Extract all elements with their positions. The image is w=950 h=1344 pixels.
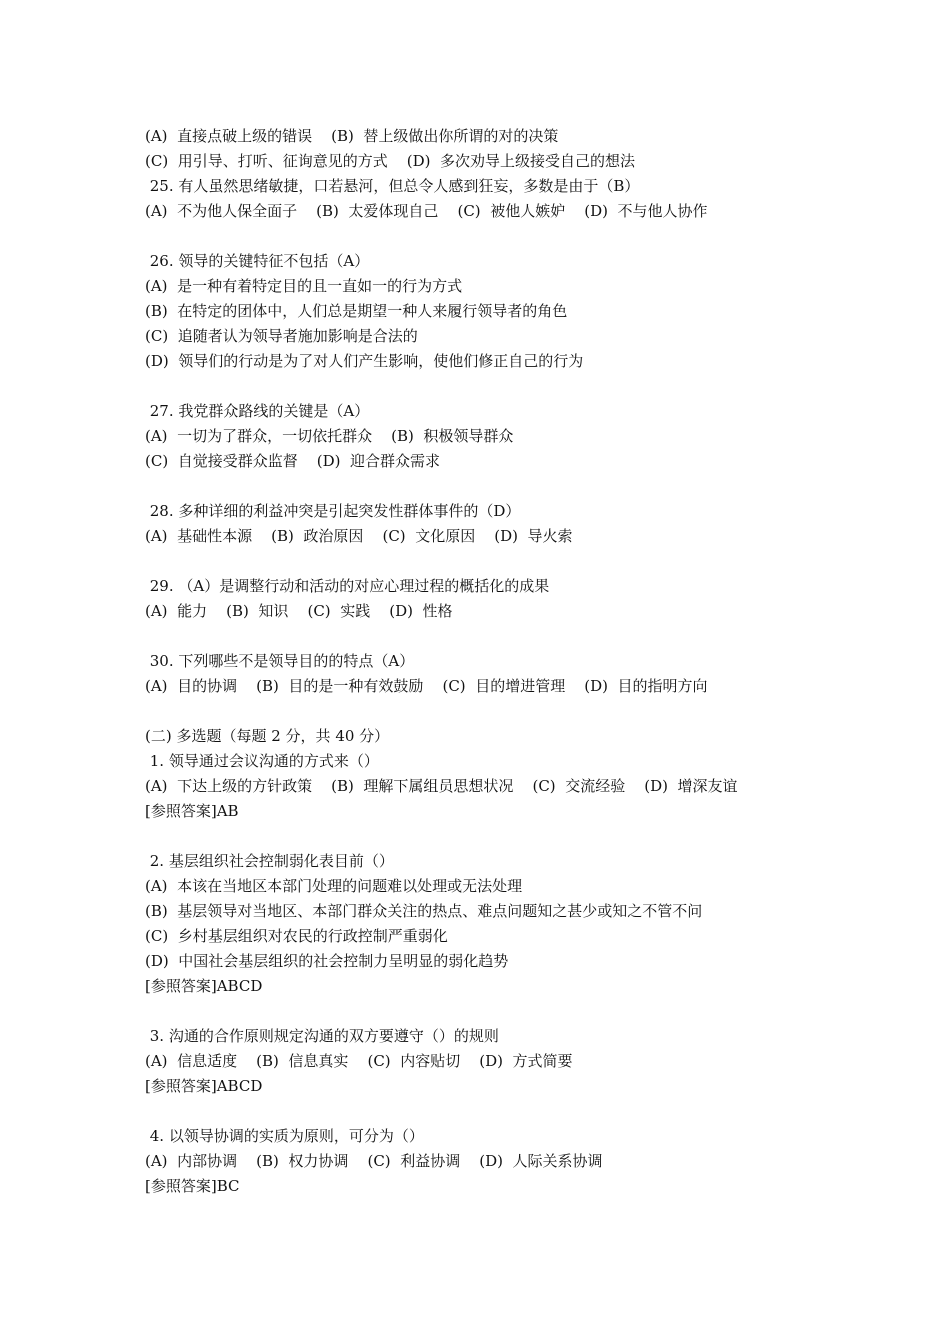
text-line: (C) 自觉接受群众监督 (D) 迎合群众需求	[145, 452, 441, 470]
text-line: (A) 下达上级的方针政策 (B) 理解下属组员思想状况 (C) 交流经验 (D) 增深友谊	[145, 777, 738, 795]
blank-line	[145, 1099, 865, 1124]
answer-line: [参照答案]BC	[145, 1177, 240, 1195]
text-line: (C) 乡村基层组织对农民的行政控制严重弱化	[145, 927, 448, 945]
blank-line	[145, 824, 865, 849]
blank-line	[145, 699, 865, 724]
blank-line	[145, 999, 865, 1024]
blank-line	[145, 224, 865, 249]
question-line: 3. 沟通的合作原则规定沟通的双方要遵守（）的规则	[145, 1027, 499, 1045]
section-heading: (二) 多选题（每题 2 分，共 40 分）	[145, 727, 390, 745]
text-line: (C) 用引导、打听、征询意见的方式 (D) 多次劝导上级接受自己的想法	[145, 152, 636, 170]
text-line: (B) 基层领导对当地区、本部门群众关注的热点、难点问题知之甚少或知之不管不问	[145, 902, 703, 920]
question-line: 29. （A）是调整行动和活动的对应心理过程的概括化的成果	[145, 577, 550, 595]
question-line: 26. 领导的关键特征不包括（A）	[145, 252, 370, 270]
blank-line	[145, 624, 865, 649]
text-line: (A) 是一种有着特定目的且一直如一的行为方式	[145, 277, 463, 295]
question-line: 2. 基层组织社会控制弱化表目前（）	[145, 852, 394, 870]
text-line: (A) 信息适度 (B) 信息真实 (C) 内容贴切 (D) 方式简要	[145, 1052, 573, 1070]
text-line: (A) 本该在当地区本部门处理的问题难以处理或无法处理	[145, 877, 523, 895]
question-line: 25. 有人虽然思绪敏捷，口若悬河，但总令人感到狂妄，多数是由于（B）	[145, 177, 640, 195]
text-line: (D) 中国社会基层组织的社会控制力呈明显的弱化趋势	[145, 952, 509, 970]
text-line: (A) 一切为了群众，一切依托群众 (B) 积极领导群众	[145, 427, 514, 445]
text-line: (A) 基础性本源 (B) 政治原因 (C) 文化原因 (D) 导火索	[145, 527, 573, 545]
text-line: (A) 内部协调 (B) 权力协调 (C) 利益协调 (D) 人际关系协调	[145, 1152, 603, 1170]
text-line: (C) 追随者认为领导者施加影响是合法的	[145, 327, 418, 345]
answer-line: [参照答案]ABCD	[145, 977, 263, 995]
question-line: 4. 以领导协调的实质为原则，可分为（）	[145, 1127, 424, 1145]
question-line: 1. 领导通过会议沟通的方式来（）	[145, 752, 379, 770]
question-line: 27. 我党群众路线的关键是（A）	[145, 402, 370, 420]
text-line: (A) 直接点破上级的错误 (B) 替上级做出你所谓的对的决策	[145, 127, 559, 145]
blank-line	[145, 549, 865, 574]
text-line: (A) 能力 (B) 知识 (C) 实践 (D) 性格	[145, 602, 453, 620]
blank-line	[145, 374, 865, 399]
text-line: (A) 不为他人保全面子 (B) 太爱体现自己 (C) 被他人嫉妒 (D) 不与他人协作	[145, 202, 708, 220]
answer-line: [参照答案]AB	[145, 802, 239, 820]
question-line: 28. 多种详细的利益冲突是引起突发性群体事件的（D）	[145, 502, 521, 520]
blank-line	[145, 474, 865, 499]
document-page	[145, 124, 865, 1199]
answer-line: [参照答案]ABCD	[145, 1077, 263, 1095]
text-line: (B) 在特定的团体中，人们总是期望一种人来履行领导者的角色	[145, 302, 568, 320]
question-line: 30. 下列哪些不是领导目的的特点（A）	[145, 652, 415, 670]
text-line: (D) 领导们的行动是为了对人们产生影响，使他们修正自己的行为	[145, 352, 584, 370]
text-line: (A) 目的协调 (B) 目的是一种有效鼓励 (C) 目的增进管理 (D) 目的指明方向	[145, 677, 708, 695]
